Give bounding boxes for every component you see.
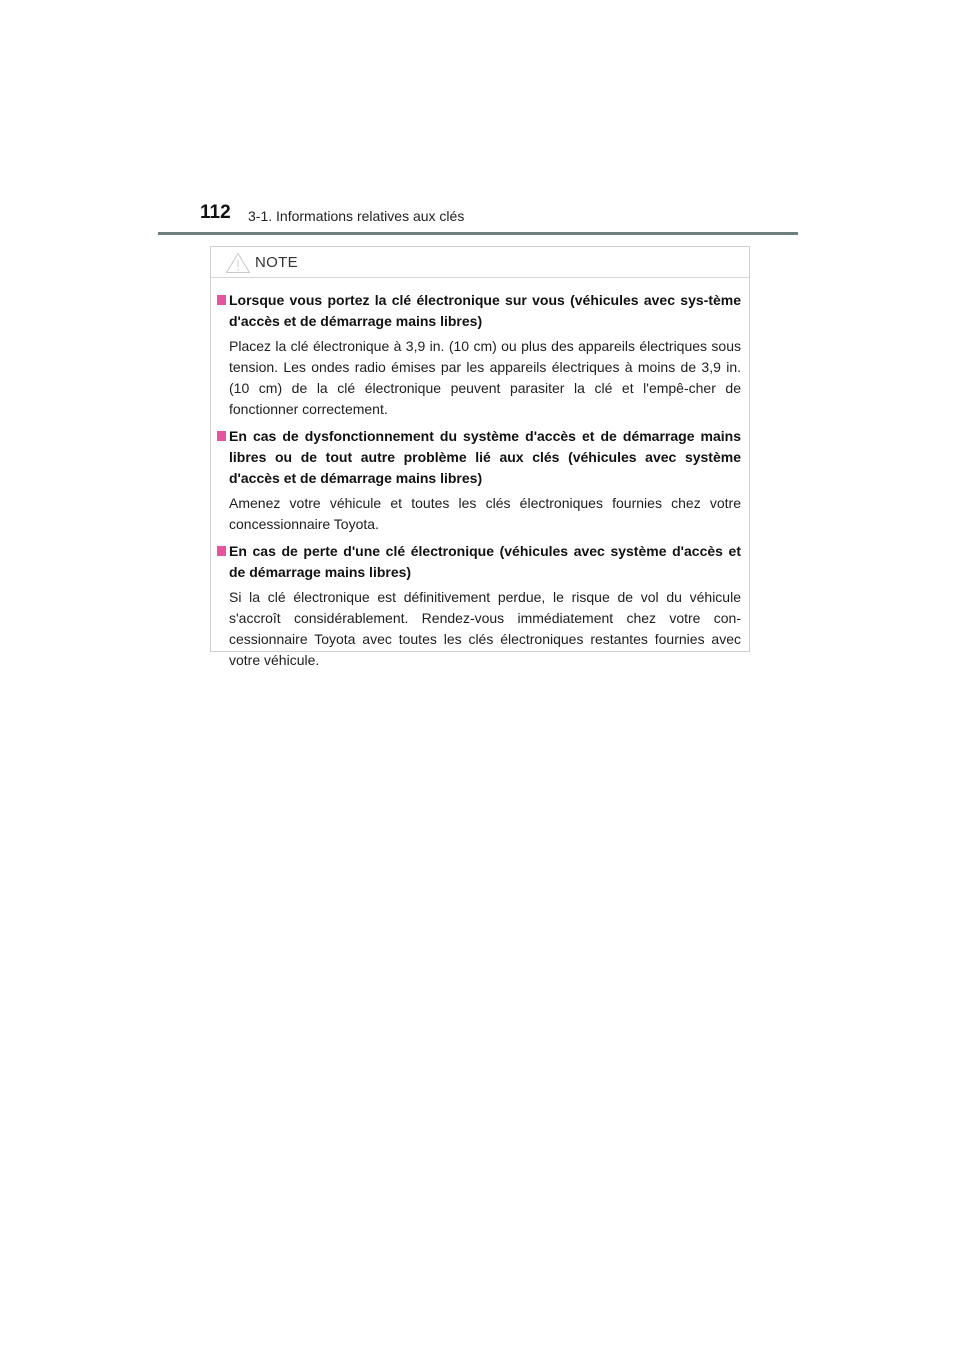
note-item-body: Amenez votre véhicule et toutes les clés électroniques fournies chez votre concessionnaire Toyota.	[229, 495, 741, 532]
note-item	[217, 290, 741, 420]
header-rule	[158, 232, 798, 235]
note-header	[211, 247, 749, 278]
square-bullet-icon	[217, 546, 226, 556]
note-item-heading-text: En cas de dysfonctionnement du système d'accès et de démarrage mains libres ou de tout autre problème lié aux clés (véhicules avec système d'accès et de démarrage mains libres)	[229, 428, 741, 486]
page-number: 112	[200, 202, 231, 223]
note-item-body: Si la clé électronique est définitivement perdue, le risque de vol du véhicule s'accroît considérablement. Rendez-vous immédiatement chez votre con-cessionnaire Toyota avec toutes les clés électroniques restantes fournies avec votre véhicule.	[229, 589, 741, 668]
note-item-heading	[217, 426, 741, 489]
note-item	[217, 541, 741, 671]
note-item-body: Placez la clé électronique à 3,9 in. (10 cm) ou plus des appareils électriques sous tension. Les ondes radio émises par les appareils électriques à moins de 3,9 in. (10 cm) de la clé électronique peuvent parasiter la clé et l'empê-cher de fonctionner correctement.	[229, 338, 741, 417]
square-bullet-icon	[217, 431, 226, 441]
note-item-heading	[217, 541, 741, 583]
note-label: NOTE	[255, 254, 298, 271]
note-box	[210, 246, 750, 668]
section-title: 3-1. Informations relatives aux clés	[248, 208, 465, 224]
note-content	[211, 278, 749, 671]
note-item-heading-text: Lorsque vous portez la clé électronique sur vous (véhicules avec sys-tème d'accès et de démarrage mains libres)	[229, 292, 741, 329]
warning-triangle-icon	[225, 252, 251, 274]
note-item-heading-text: En cas de perte d'une clé électronique (véhicules avec système d'accès et de démarrage mains libres)	[229, 543, 741, 580]
square-bullet-icon	[217, 295, 226, 305]
note-item	[217, 426, 741, 535]
note-item-heading	[217, 290, 741, 332]
